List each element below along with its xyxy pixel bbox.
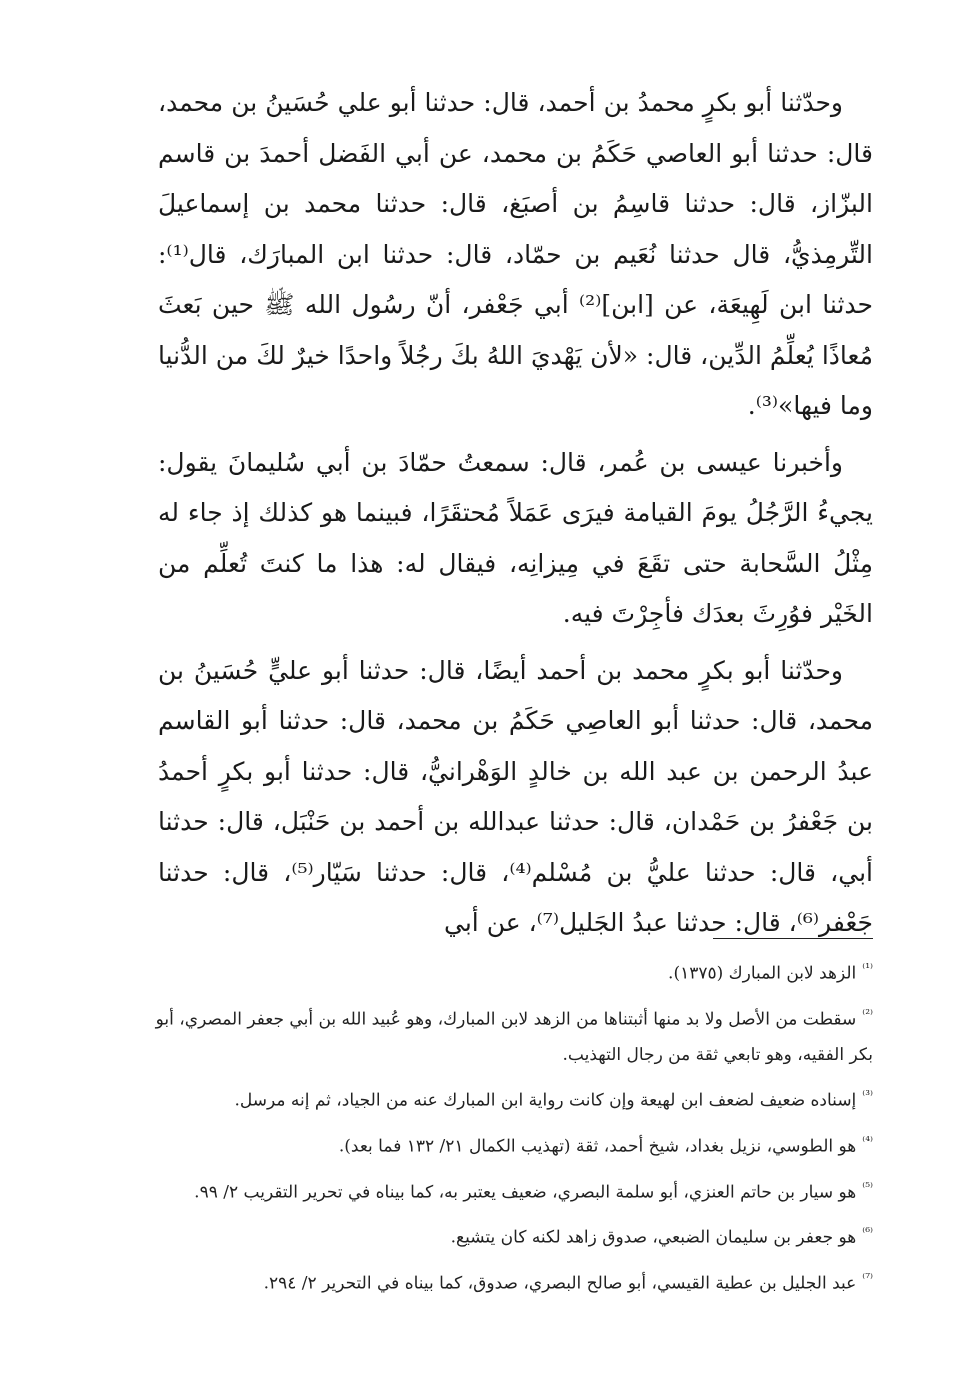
footnote [153,1260,873,1302]
footnote-number: ⁽⁴⁾ [862,1133,873,1148]
footnote [153,1214,873,1256]
footnote-number: ⁽⁶⁾ [862,1225,873,1240]
footnote-separator [713,938,873,939]
main-text [158,78,873,949]
paragraph-1 [158,78,873,432]
footnote [153,1123,873,1165]
footnote-number: ⁽⁵⁾ [862,1179,873,1194]
footnote-text: إسناده ضعيف لضعف ابن لهيعة وإن كانت رواية ابن المبارك عنه من الجياد، ثم إنه مرسل. [234,1090,857,1111]
footnote-number: ⁽⁷⁾ [862,1270,873,1285]
footnote [153,1077,873,1119]
paragraph-2-text: وأخبرنا عيسى بن عُمر، قال: سمعتُ حمّادَ بن أبي سُليمانَ يقول: يجيءُ الرَّجُلُ يومَ القيامة فيرَى عَمَلاً مُحتقَرًا، فبينما هو كذلك إذ جاء له مِثْلُ السَّحابة حتى تقَعَ في مِيزانِه، فيقال له: هذا ما كنتَ تُعلِّم من الخَيْر فوُرِثَ بعدَك فأجِرْتَ فيه. [158,447,873,628]
footnote-text: سقطت من الأصل ولا بد منها أثبتناها من الزهد لابن المبارك، وهو عُبيد الله بن أبي جعفر المصري، أبو بكر الفقيه، وهو تابعي ثقة من رجال التهذيب. [155,1009,873,1066]
footnote-number: ⁽²⁾ [862,1006,873,1021]
footnote-text: هو جعفر بن سليمان الضبعي، صدوق زاهد لكنه كان يتشيع. [450,1227,857,1248]
footnote [153,1169,873,1211]
footnote-text: عبد الجليل بن عطية القيسي، أبو صالح البصري، صدوق، كما بيناه في التحرير ٢/ ٢٩٤. [263,1273,857,1294]
paragraph-3-text: وحدّثنا أبو بكرٍ محمد بن أحمد أيضًا، قال: حدثنا أبو عليٍّ حُسَينُ بن محمد، قال: حدثنا أبو العاصِي حَكَمُ بن محمد، قال: حدثنا أبو القاسم عبدُ الرحمن بن عبد الله بن خالدٍ الوَهْرانيُّ، قال: حدثنا أبو بكرٍ أحمدُ بن جَعْفرُ بن حَمْدان، قال: حدثنا عبدالله بن أحمد بن حَنْبَل، قال: حدثنا أبي، قال: حدثنا عليُّ بن مُسْلم⁽⁴⁾، قال: حدثنا سَيّار⁽⁵⁾، قال: حدثنا جَعْفر⁽⁶⁾، قال: حدثنا عبدُ الجَليل⁽⁷⁾، عن أبي [158,655,873,937]
paragraph-3 [158,646,873,949]
footnote-text: الزهد لابن المبارك (١٣٧٥). [668,963,857,984]
footnote-number: ⁽³⁾ [862,1088,873,1103]
footnote-text: هو سيار بن حاتم العنزي، أبو سلمة البصري، ضعيف يعتبر به، كما بيناه في تحرير التقريب ٢/ ٩٩. [194,1182,857,1203]
footnote-text: هو الطوسي، نزيل بغداد، شيخ أحمد، ثقة (تهذيب الكمال ٢١/ ١٣٢ فما بعد). [338,1136,857,1157]
paragraph-2 [158,438,873,640]
paragraph-1-text: وحدّثنا أبو بكرٍ محمدُ بن أحمد، قال: حدثنا أبو علي حُسَينُ بن محمد، قال: حدثنا أبو العاصي حَكَمُ بن محمد، عن أبي الفَضل أحمدَ بن قاسم البزّاز، قال: حدثنا قاسِمُ بن أصبَغ، قال: حدثنا محمد بن إسماعيلَ التِّرمِذيُّ، قال حدثنا نُعَيم بن حمّاد، قال: حدثنا ابن المبارَك، قال⁽¹⁾: حدثنا ابن لَهِيعَة، عن [ابن]⁽²⁾ أبي جَعْفر، أنّ رسُول الله ﷺ حين بَعثَ مُعاذًا يُعلِّمُ الدِّين، قال: «لأن يَهْديَ اللهُ بكَ رجُلاً واحدًا خيرٌ لكَ من الدُّنيا وما فيها»⁽³⁾. [158,88,873,420]
footnote-number: ⁽¹⁾ [862,961,873,975]
footnotes [153,950,873,1306]
footnote [153,950,873,992]
footnote [153,996,873,1074]
